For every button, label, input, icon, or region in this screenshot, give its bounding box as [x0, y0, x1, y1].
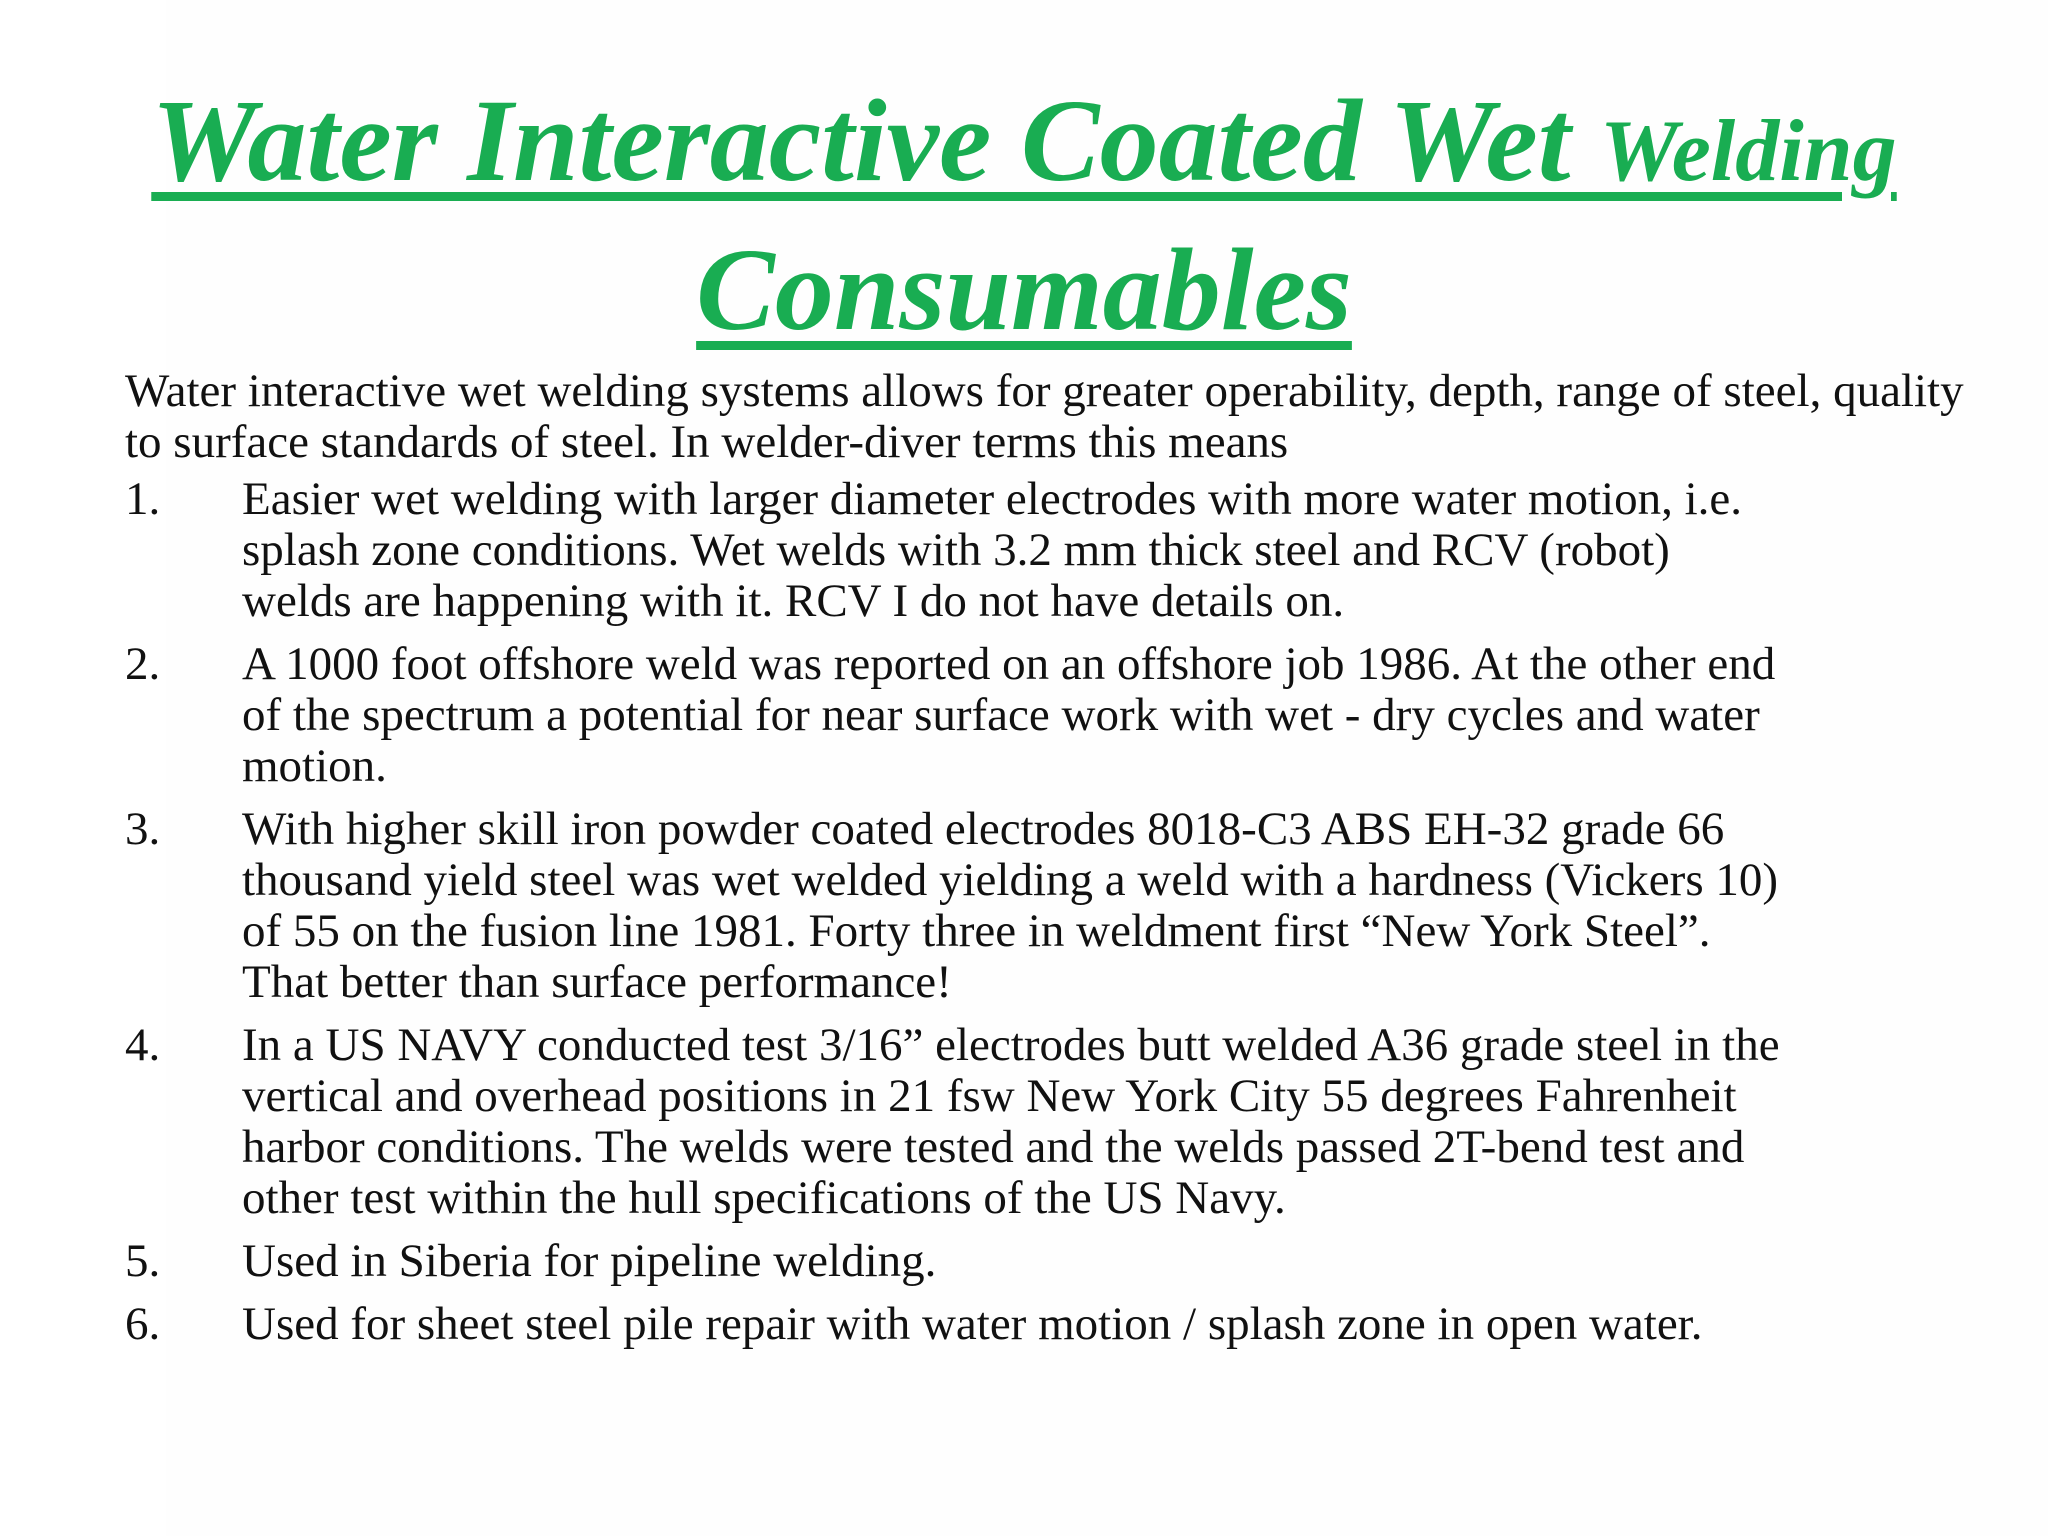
list-text: [242, 474, 1965, 627]
list-text: [242, 1299, 1965, 1350]
list-number: 4.: [125, 1019, 161, 1071]
list-number: 6.: [125, 1298, 161, 1350]
text-line: Used for sheet steel pile repair with water motion / splash zone in open water.: [242, 1298, 1703, 1350]
text-line: vertical and overhead positions in 21 fsw New York City 55 degrees Fahrenheit: [242, 1070, 1737, 1122]
title-line-2: Consumables: [696, 224, 1352, 355]
text-line: In a US NAVY conducted test 3/16” electrodes butt welded A36 grade steel in the: [242, 1019, 1780, 1071]
list-text: [242, 1236, 1965, 1287]
slide-body: [125, 366, 1965, 1362]
intro-paragraph: Water interactive wet welding systems allows for greater operability, depth, range of steel, quality to surface standards of steel. In welder-diver terms this means: [125, 365, 1964, 468]
list-item-6: [125, 1299, 1965, 1350]
text-line: A 1000 foot offshore weld was reported on an offshore job 1986. At the other end: [242, 638, 1776, 690]
text-line: motion.: [242, 740, 387, 792]
list-text: [242, 1020, 1965, 1224]
list-number: 2.: [125, 638, 161, 690]
list-item-4: [125, 1020, 1965, 1224]
text-line: Used in Siberia for pipeline welding.: [242, 1235, 937, 1287]
text-line: That better than surface performance!: [242, 956, 952, 1008]
text-line: Easier wet welding with larger diameter electrodes with more water motion, i.e.: [242, 473, 1743, 525]
slide-title: [0, 72, 2048, 359]
text-line: With higher skill iron powder coated electrodes 8018-C3 ABS EH-32 grade 66: [242, 803, 1725, 855]
list-text: [242, 639, 1965, 792]
title-line-1: [151, 75, 1896, 206]
list-item-2: [125, 639, 1965, 792]
text-line: splash zone conditions. Wet welds with 3.2 mm thick steel and RCV (robot): [242, 524, 1670, 576]
text-line: other test within the hull specifications of the US Navy.: [242, 1172, 1286, 1224]
list-number: 5.: [125, 1235, 161, 1287]
title-part-1: Water Interactive Coated Wet: [151, 75, 1600, 206]
list-item-1: [125, 474, 1965, 627]
text-line: of 55 on the fusion line 1981. Forty three in weldment first “New York Steel”.: [242, 905, 1711, 957]
text-line: of the spectrum a potential for near surface work with wet - dry cycles and water: [242, 689, 1760, 741]
list-item-3: [125, 804, 1965, 1008]
text-line: thousand yield steel was wet welded yielding a weld with a hardness (Vickers 10): [242, 854, 1779, 906]
title-part-2: Welding: [1600, 103, 1897, 200]
list-number: 1.: [125, 473, 161, 525]
list-item-5: [125, 1236, 1965, 1287]
list-text: [242, 804, 1965, 1008]
text-line: welds are happening with it. RCV I do not have details on.: [242, 575, 1345, 627]
list-number: 3.: [125, 803, 161, 855]
text-line: harbor conditions. The welds were tested and the welds passed 2T-bend test and: [242, 1121, 1745, 1173]
